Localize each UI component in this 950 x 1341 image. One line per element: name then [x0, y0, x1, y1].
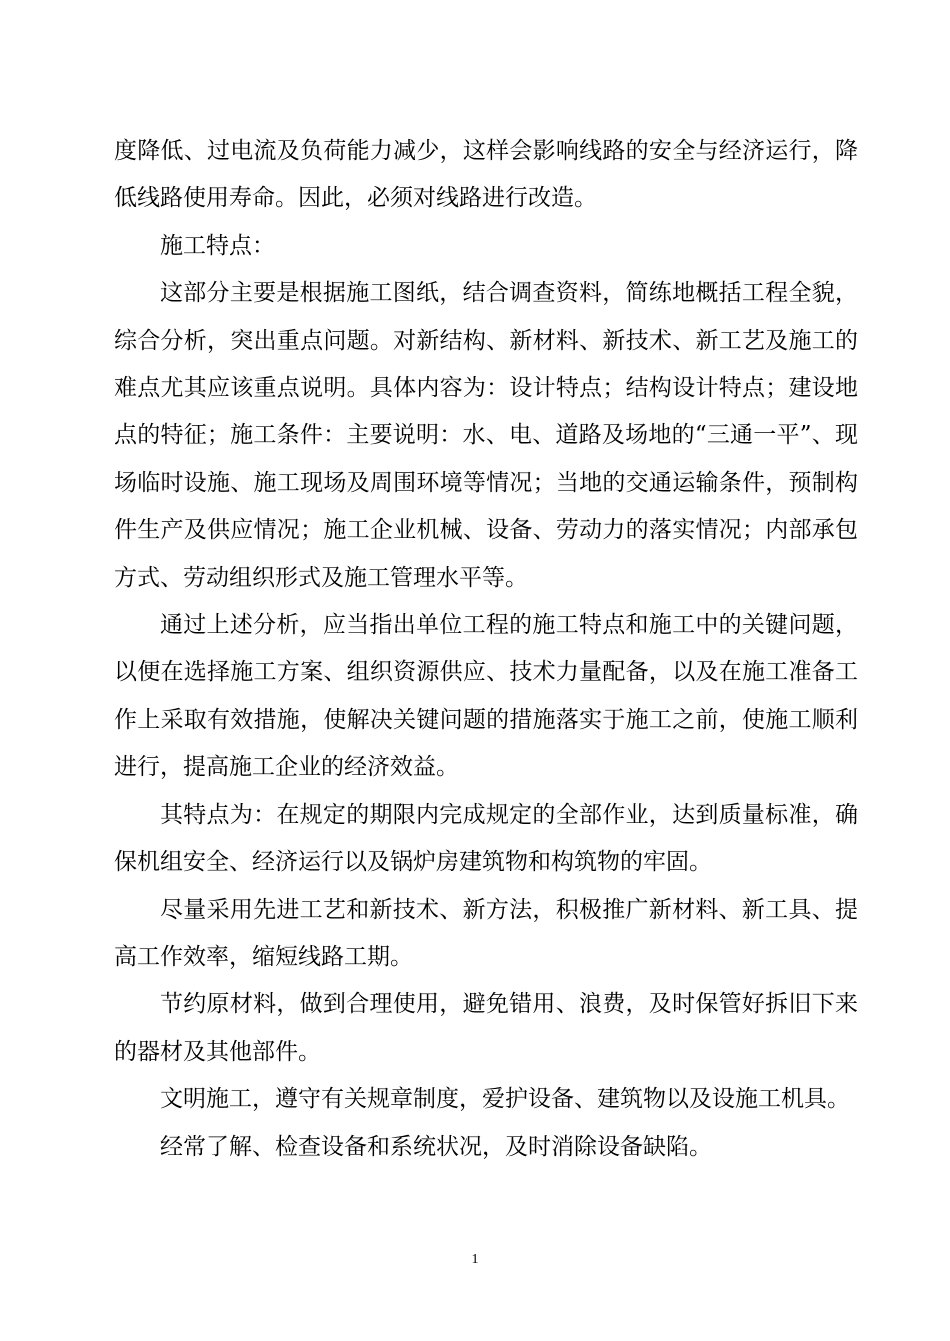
paragraph-civilized-construction: 文明施工，遵守有关规章制度，爱护设备、建筑物以及设施工机具。 — [160, 1086, 850, 1113]
paragraph-project-overview: 这部分主要是根据施工图纸，结合调查资料，简练地概括工程全貌，综合分析，突出重点问题。对新结构、新材料、新技术、新工艺及施工的难点尤其应该重点说明。具体内容为：设计特点；结构设计特点；建设地点的特征；施工条件：主要说明：水、电、道路及场地的“三通一平”、现场临时设施、施工现场及周围环境等情况；当地的交通运输条件，预制构件生产及供应情况；施工企业机械、设备、劳动力的落实情况；内部承包方式、劳动组织形式及施工管理水平等。 — [114, 280, 858, 591]
page-number: 1 — [471, 1252, 479, 1267]
document-body — [114, 128, 858, 1171]
paragraph-heading-construction-features: 施工特点： — [160, 232, 275, 259]
paragraph-equipment-inspection: 经常了解、检查设备和系统状况，及时消除设备缺陷。 — [160, 1133, 712, 1160]
paragraph-save-materials: 节约原材料，做到合理使用，避免错用、浪费，及时保管好拆旧下来的器材及其他部件。 — [114, 991, 858, 1065]
paragraph-features-quality: 其特点为：在规定的期限内完成规定的全部作业，达到质量标准，确保机组安全、经济运行以及锅炉房建筑物和构筑物的牢固。 — [114, 801, 858, 876]
paragraph-continuation: 度降低、过电流及负荷能力减少，这样会影响线路的安全与经济运行，降低线路使用寿命。因此，必须对线路进行改造。 — [114, 138, 858, 212]
paragraph-analysis-key-issues: 通过上述分析，应当指出单位工程的施工特点和施工中的关键问题，以便在选择施工方案、组织资源供应、技术力量配备，以及在施工准备工作上采取有效措施，使解决关键问题的措施落实于施工之前，使施工顺利进行，提高施工企业的经济效益。 — [114, 612, 858, 781]
paragraph-new-technology: 尽量采用先进工艺和新技术、新方法，积极推广新材料、新工具、提高工作效率，缩短线路工期。 — [114, 896, 858, 970]
